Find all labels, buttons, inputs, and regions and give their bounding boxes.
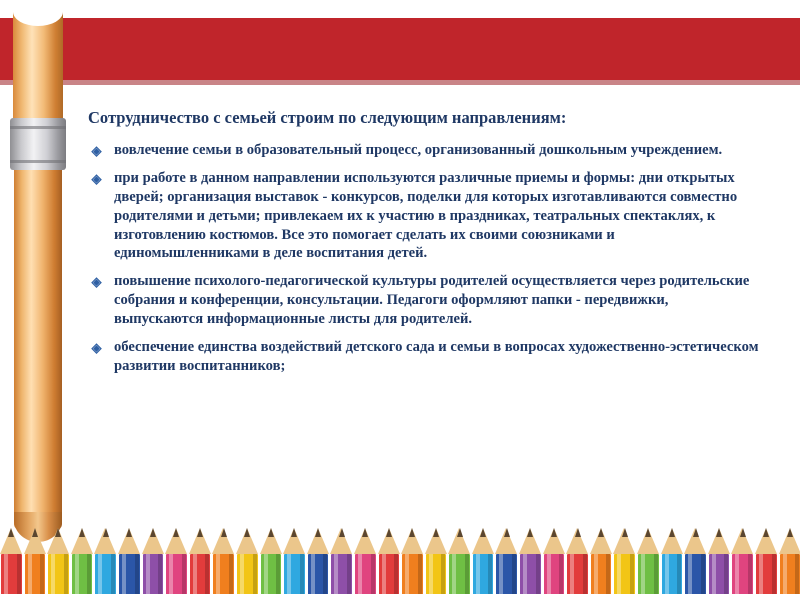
diamond-bullet-icon: ◈ [91, 170, 102, 186]
bullet-list [88, 141, 760, 377]
pencil-icon [543, 528, 566, 600]
pencil-icon [330, 528, 353, 600]
pencil-icon [708, 528, 731, 600]
pencil-icon [0, 528, 23, 600]
pencil-icon [189, 528, 212, 600]
pencil-lead [386, 528, 392, 537]
pencil-icon [378, 528, 401, 600]
pencil-lead [339, 528, 345, 537]
pencil-lead [244, 528, 250, 537]
list-item [88, 141, 760, 160]
pencil-lead [504, 528, 510, 537]
list-item [88, 272, 760, 329]
pencil-lead [575, 528, 581, 537]
pencil-lead [693, 528, 699, 537]
pencil-icon [212, 528, 235, 600]
pencil-icon [165, 528, 188, 600]
pencil-lead [433, 528, 439, 537]
pencil-icon [566, 528, 589, 600]
pencil-lead [103, 528, 109, 537]
pencil-icon [260, 528, 283, 600]
pencil-lead [409, 528, 415, 537]
pencil-lead [221, 528, 227, 537]
pencil-lead [716, 528, 722, 537]
page-title: Сотрудничество с семьей строим по следующим направлениям: [88, 108, 567, 127]
pencil-icon [779, 528, 800, 600]
pencil-icon [236, 528, 259, 600]
list-item [88, 169, 760, 264]
pencil-icon [283, 528, 306, 600]
paintbrush-decoration [8, 0, 70, 545]
pencil-icon [590, 528, 613, 600]
slide-content [88, 108, 760, 385]
pencil-icon [448, 528, 471, 600]
pencil-icon [755, 528, 778, 600]
pencil-lead [150, 528, 156, 537]
top-banner-decoration [0, 18, 800, 80]
pencil-lead [763, 528, 769, 537]
pencil-lead [55, 528, 61, 537]
pencil-icon [495, 528, 518, 600]
pencil-icon [425, 528, 448, 600]
pencil-icon [118, 528, 141, 600]
pencil-icon [307, 528, 330, 600]
list-item-text: обеспечение единства воздействий детского сада и семьи в вопросах художественно-эстетическом развитии воспитанников; [114, 339, 759, 375]
pencils-decoration [0, 528, 800, 600]
pencil-lead [79, 528, 85, 537]
pencil-icon [354, 528, 377, 600]
pencil-icon [401, 528, 424, 600]
pencil-icon [613, 528, 636, 600]
pencil-icon [637, 528, 660, 600]
list-item-text: вовлечение семьи в образовательный процесс, организованный дошкольным учреждением. [114, 141, 723, 158]
pencil-lead [787, 528, 793, 537]
list-item-text: повышение психолого-педагогической культуры родителей осуществляется через родительские собрания и конференции, консультации. Педагоги оформляют папки - передвижки, выпускаются информационные листы для родителей. [114, 273, 750, 328]
bottom-white-gap [0, 594, 800, 600]
top-banner-shadow [0, 80, 800, 85]
diamond-bullet-icon: ◈ [91, 340, 102, 356]
brush-band-line-top [10, 126, 66, 129]
pencil-icon [684, 528, 707, 600]
pencil-icon [94, 528, 117, 600]
pencil-lead [622, 528, 628, 537]
pencil-lead [197, 528, 203, 537]
pencil-lead [268, 528, 274, 537]
pencil-lead [645, 528, 651, 537]
pencil-lead [32, 528, 38, 537]
pencil-lead [173, 528, 179, 537]
pencil-icon [71, 528, 94, 600]
pencil-icon [519, 528, 542, 600]
pencil-icon [142, 528, 165, 600]
pencil-lead [126, 528, 132, 537]
pencil-icon [472, 528, 495, 600]
pencil-lead [362, 528, 368, 537]
brush-handle [14, 170, 62, 530]
pencil-lead [551, 528, 557, 537]
pencil-lead [8, 528, 14, 537]
pencil-lead [291, 528, 297, 537]
pencil-lead [669, 528, 675, 537]
pencil-icon [47, 528, 70, 600]
pencil-icon [731, 528, 754, 600]
diamond-bullet-icon: ◈ [91, 142, 102, 158]
pencil-lead [740, 528, 746, 537]
pencil-lead [598, 528, 604, 537]
brush-band-line-bottom [10, 160, 66, 163]
pencil-lead [527, 528, 533, 537]
list-item-text: при работе в данном направлении используются различные приемы и формы: дни открытых дверей; организация выставок - конкурсов, поделки для которых изготавливаются совместно родителями и детьми; привлекаем их к участию в праздниках, театральных спектаклях, к изготовлению костюмов. Все это помогает сделать их своими союзниками и единомышленниками в деле воспитания детей. [114, 169, 738, 262]
pencil-lead [457, 528, 463, 537]
pencil-lead [315, 528, 321, 537]
pencil-icon [661, 528, 684, 600]
list-item [88, 338, 760, 376]
pencil-icon [24, 528, 47, 600]
pencil-lead [480, 528, 486, 537]
diamond-bullet-icon: ◈ [91, 274, 102, 290]
